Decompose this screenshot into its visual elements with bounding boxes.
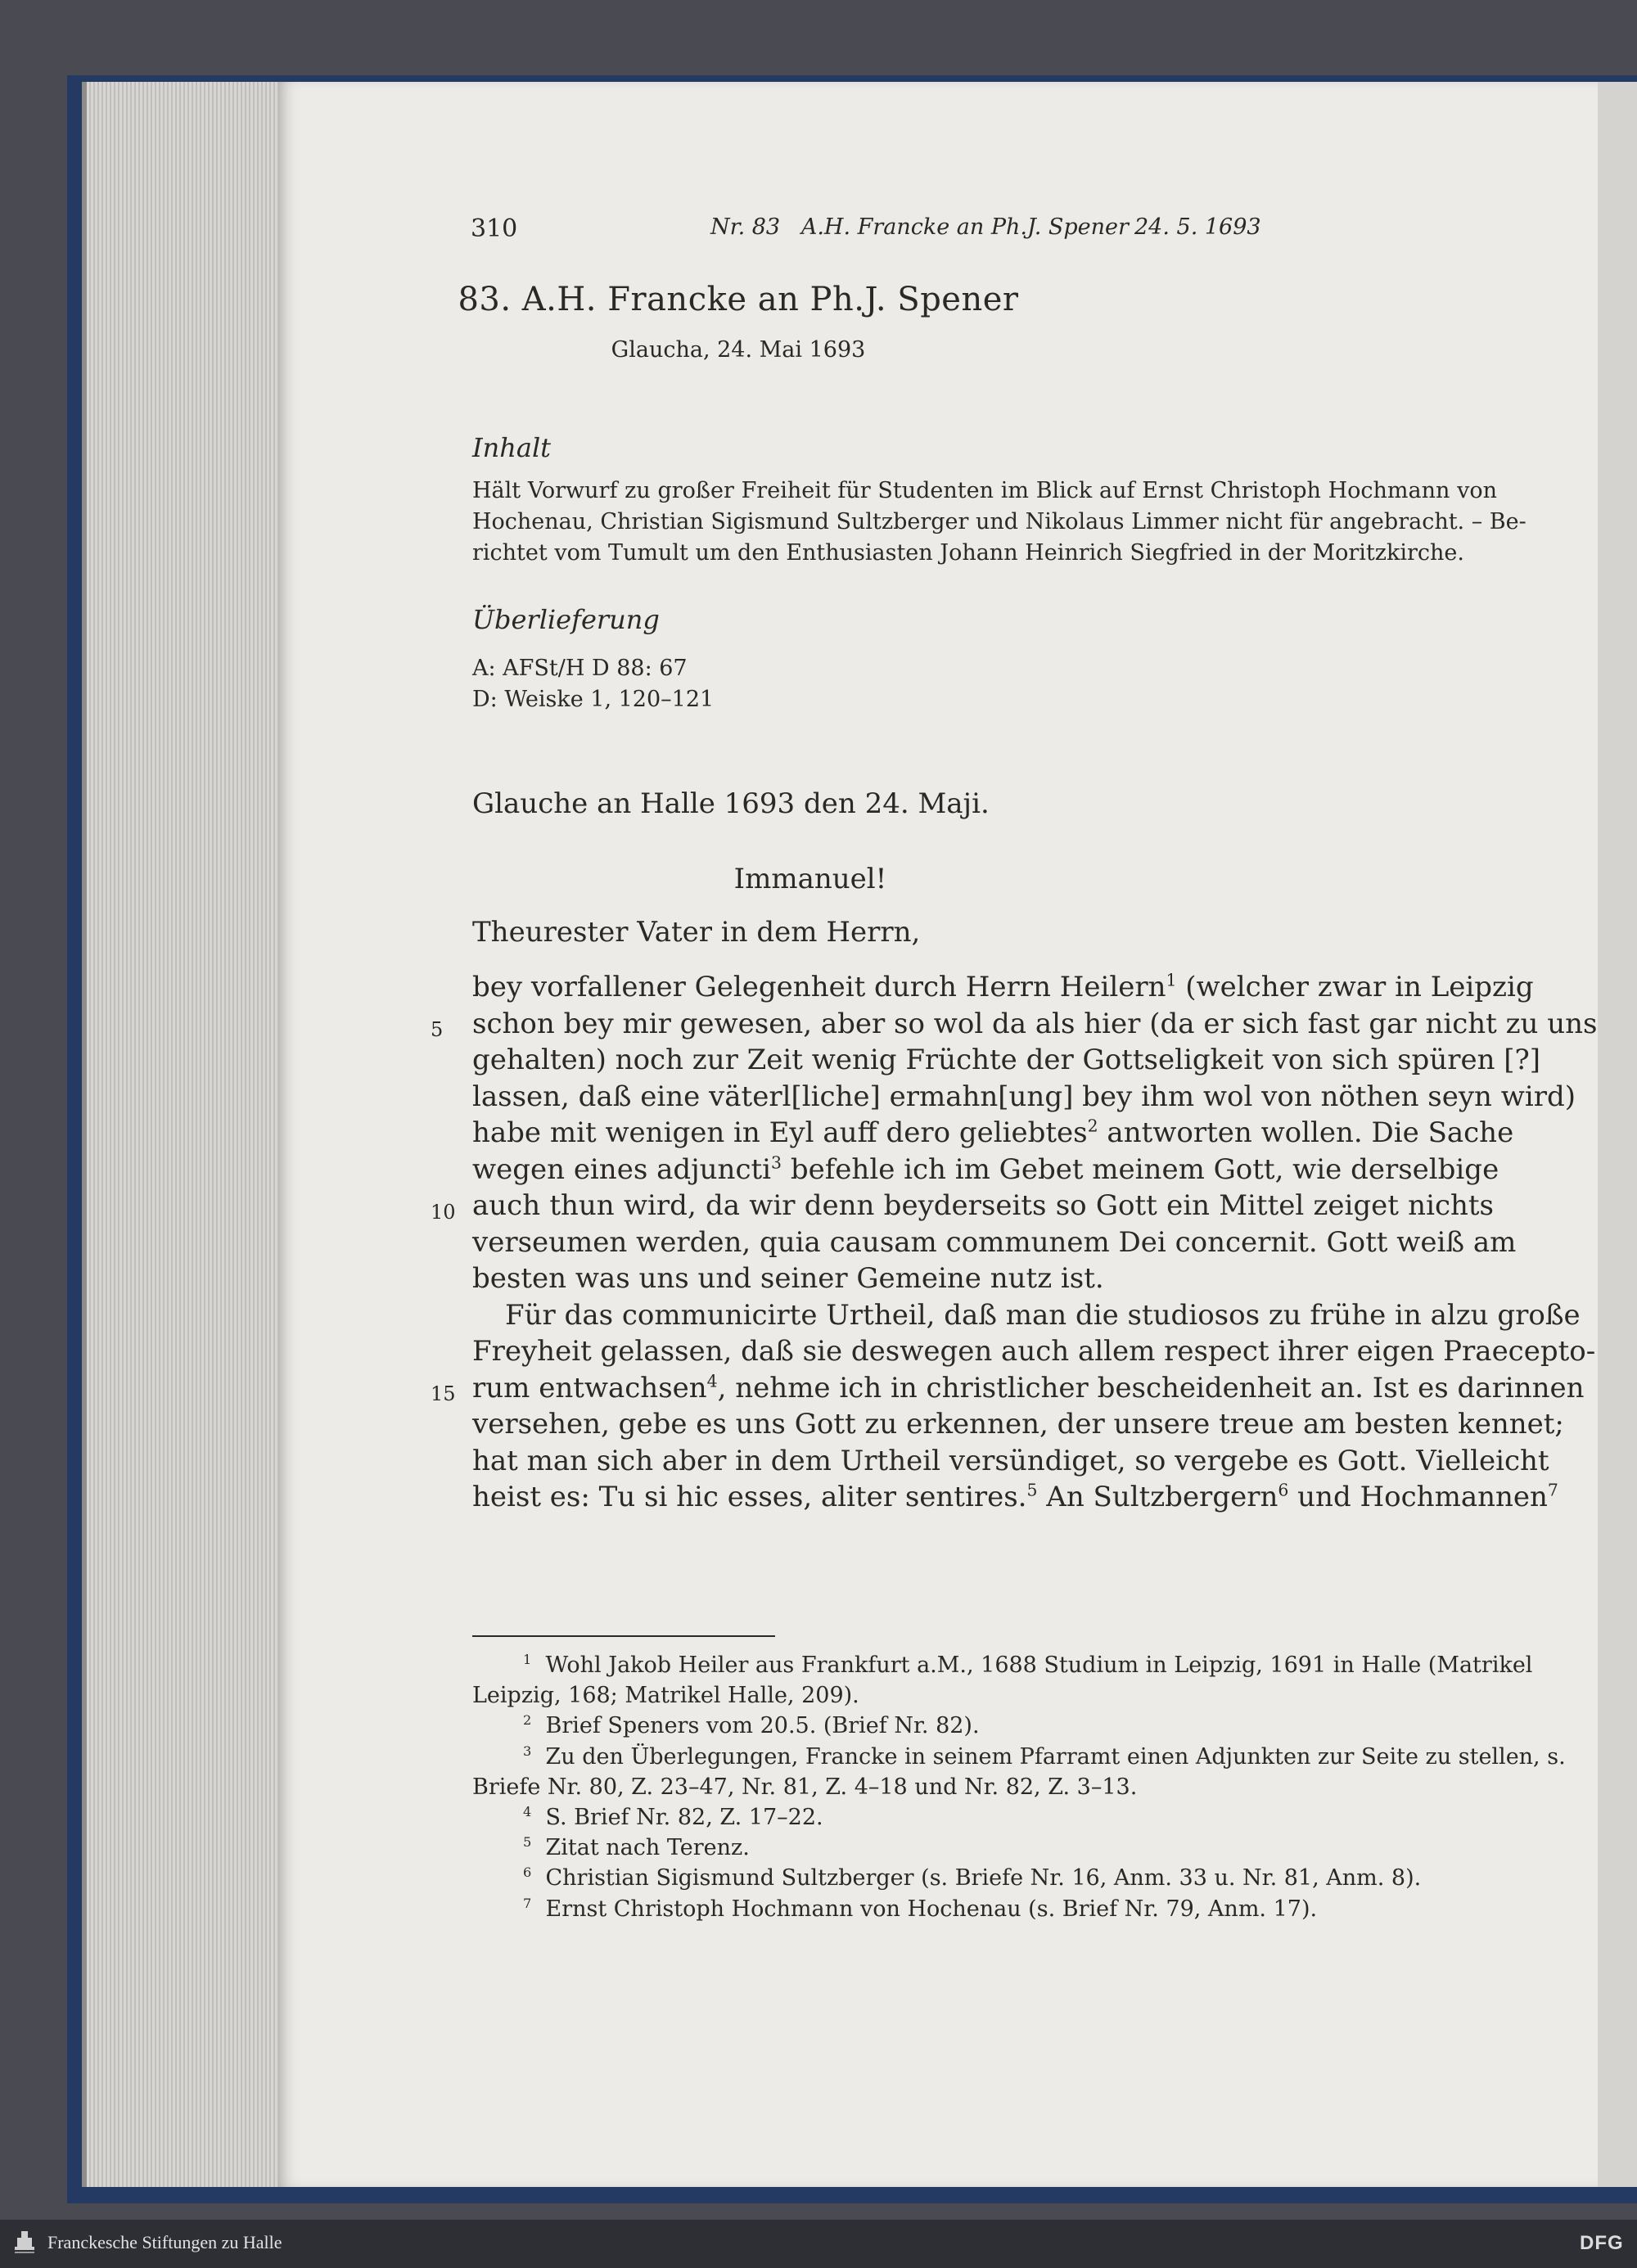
dfg-logo: DFG (1580, 2232, 1624, 2254)
body-text-run: gehalten) noch zur Zeit wenig Früchte der Gottseligkeit von sich spüren [?] (472, 1044, 1541, 1076)
page-number: 310 (471, 214, 518, 243)
footnote-number: 2 (523, 1712, 532, 1729)
footnote-marker[interactable]: 1 (1166, 970, 1177, 990)
body-text-run: besten was uns und seiner Gemeine nutz ist. (472, 1262, 1104, 1295)
footnote-marker[interactable]: 6 (1278, 1480, 1289, 1500)
footnote-marker[interactable]: 4 (706, 1371, 718, 1391)
ueberlieferung-heading: Überlieferung (472, 604, 660, 635)
body-text-run: , nehme ich in christlicher bescheidenheit an. Ist es darinnen (717, 1371, 1585, 1405)
body-line (472, 1333, 1596, 1370)
footnote-text: Brief Speners vom 20.5. (Brief Nr. 82). (545, 1713, 980, 1739)
letter-dateline: Glauche an Halle 1693 den 24. Maji. (472, 787, 990, 820)
line-number: 10 (431, 1201, 456, 1224)
body-text-run: habe mit wenigen in Eyl auff dero geliebtes (472, 1116, 1088, 1149)
body-line (472, 1260, 1494, 1297)
footnote-number: 5 (523, 1834, 532, 1851)
footnote-line (472, 1742, 1566, 1772)
invocation (0, 863, 1637, 895)
next-leaf-edge (1598, 82, 1637, 2187)
inhalt-summary (472, 476, 1527, 569)
body-text-run: auch thun wird, da wir denn beyderseits so Gott ein Mittel zeiget nichts (472, 1189, 1494, 1222)
letter-body (472, 969, 1598, 1516)
footnote-line (472, 1650, 1533, 1680)
body-line (472, 1443, 1549, 1480)
footnote-rule (472, 1635, 775, 1637)
letter-title (0, 281, 1637, 318)
body-text-run: bey vorfallener Gelegenheit durch Herrn Heilern (472, 971, 1166, 1003)
running-head-title: Nr. 83 A.H. Francke an Ph.J. Spener (710, 214, 1129, 240)
footnote-line (472, 1802, 1495, 1833)
body-text-run: befehle ich im Gebet meinem Gott, wie derselbige (782, 1152, 1499, 1186)
body-line (472, 1297, 1581, 1334)
body-text-run: versehen, gebe es uns Gott zu erkennen, der unsere treue am besten kennet; (472, 1408, 1564, 1441)
body-text-run: hat man sich aber in dem Urtheil versündiget, so vergebe es Gott. Vielleicht (472, 1444, 1549, 1477)
footnote-text: Briefe Nr. 80, Z. 23–47, Nr. 81, Z. 4–18 und Nr. 82, Z. 3–13. (472, 1774, 1138, 1800)
body-line (472, 969, 1534, 1006)
source-list (472, 653, 714, 715)
footnote-number: 1 (523, 1652, 532, 1667)
body-line (472, 1006, 1598, 1043)
invocation-text: Immanuel! (733, 863, 887, 895)
inhalt-heading: Inhalt (472, 432, 552, 463)
footnote-line (472, 1833, 1495, 1863)
institution-logo-icon (13, 2230, 36, 2255)
summary-line: Hochenau, Christian Sigismund Sultzberger und Nikolaus Limmer nicht für angebracht. – Be- (472, 509, 1527, 534)
body-line (472, 1370, 1585, 1407)
footnote-line (472, 1863, 1495, 1893)
page-stack (82, 82, 283, 2187)
body-text-run: An Sultzbergern (1037, 1481, 1278, 1513)
footnote-number: 6 (523, 1864, 532, 1881)
body-line (472, 1042, 1541, 1079)
footnote-marker[interactable]: 3 (771, 1152, 782, 1173)
footnote-text: S. Brief Nr. 82, Z. 17–22. (545, 1805, 823, 1831)
line-number: 15 (431, 1382, 456, 1405)
footnote-text: Ernst Christoph Hochmann von Hochenau (s. Brief Nr. 79, Anm. 17). (545, 1896, 1318, 1922)
source-entry: D: Weiske 1, 120–121 (472, 687, 715, 712)
footnote-number: 7 (523, 1895, 532, 1911)
footnotes (472, 1650, 1566, 1924)
running-head-date: 24. 5. 1693 (1134, 214, 1261, 240)
letter-place-date-text: Glaucha, 24. Mai 1693 (611, 337, 866, 363)
body-line (472, 1406, 1564, 1443)
footnote-line (472, 1894, 1495, 1924)
body-line (472, 1479, 1558, 1516)
footnote-text: Zitat nach Terenz. (545, 1835, 750, 1861)
footnote-marker[interactable]: 7 (1547, 1480, 1558, 1500)
body-text-run: (welcher zwar in Leipzig (1176, 971, 1534, 1003)
footnote-text: Christian Sigismund Sultzberger (s. Briefe Nr. 16, Anm. 33 u. Nr. 81, Anm. 8). (545, 1865, 1422, 1892)
body-text-run: Für das communicirte Urtheil, daß man die studiosos zu frühe in alzu große (505, 1298, 1581, 1332)
footnote-number: 3 (523, 1743, 532, 1759)
body-text-run: wegen eines adjuncti (472, 1152, 772, 1186)
salutation: Theurester Vater in dem Herrn, (472, 916, 921, 949)
footnote-text: Leipzig, 168; Matrikel Halle, 209). (472, 1683, 859, 1709)
source-entry: A: AFSt/H D 88: 67 (472, 656, 688, 681)
body-text-run: Freyheit gelassen, daß sie deswegen auch allem respect ihrer eigen Praecepto- (472, 1335, 1596, 1368)
body-text-run: lassen, daß eine väterl[liche] ermahn[ung] bey ihm wol von nöthen seyn wird) (472, 1080, 1576, 1113)
letter-place-date (0, 337, 1637, 363)
footnote-marker[interactable]: 5 (1026, 1480, 1038, 1500)
footnote-line (472, 1680, 1495, 1711)
body-line (472, 1079, 1576, 1116)
footnote-text: Wohl Jakob Heiler aus Frankfurt a.M., 1688 Studium in Leipzig, 1691 in Halle (Matrikel (545, 1653, 1533, 1678)
body-text-run: antworten wollen. Die Sache (1098, 1116, 1514, 1149)
body-text-run: rum entwachsen (472, 1371, 707, 1405)
body-text-run: heist es: Tu si hic esses, aliter sentires. (472, 1481, 1027, 1513)
institution-link[interactable]: Franckesche Stiftungen zu Halle (47, 2232, 282, 2252)
body-line (472, 1224, 1517, 1261)
line-number: 5 (431, 1018, 444, 1041)
body-text-run: verseumen werden, quia causam communem Dei concernit. Gott weiß am (472, 1225, 1517, 1259)
footnote-text: Zu den Überlegungen, Francke in seinem Pfarramt einen Adjunkten zur Seite zu stellen, s. (545, 1743, 1566, 1770)
footnote-line (472, 1772, 1495, 1802)
body-line (472, 1115, 1514, 1152)
summary-line: Hält Vorwurf zu großer Freiheit für Studenten im Blick auf Ernst Christoph Hochmann von (472, 478, 1497, 503)
summary-line: richtet vom Tumult um den Enthusiasten Johann Heinrich Siegfried in der Moritzkirche. (472, 540, 1464, 566)
letter-title-text: 83. A.H. Francke an Ph.J. Spener (458, 281, 1019, 318)
body-text-run: und Hochmannen (1288, 1481, 1548, 1513)
body-line (472, 1152, 1499, 1188)
body-text-run: schon bey mir gewesen, aber so wol da als hier (da er sich fast gar nicht zu uns (472, 1007, 1598, 1040)
footnote-number: 4 (523, 1804, 532, 1820)
footnote-line (472, 1711, 1495, 1741)
body-line (472, 1188, 1494, 1224)
footnote-marker[interactable]: 2 (1087, 1116, 1098, 1136)
